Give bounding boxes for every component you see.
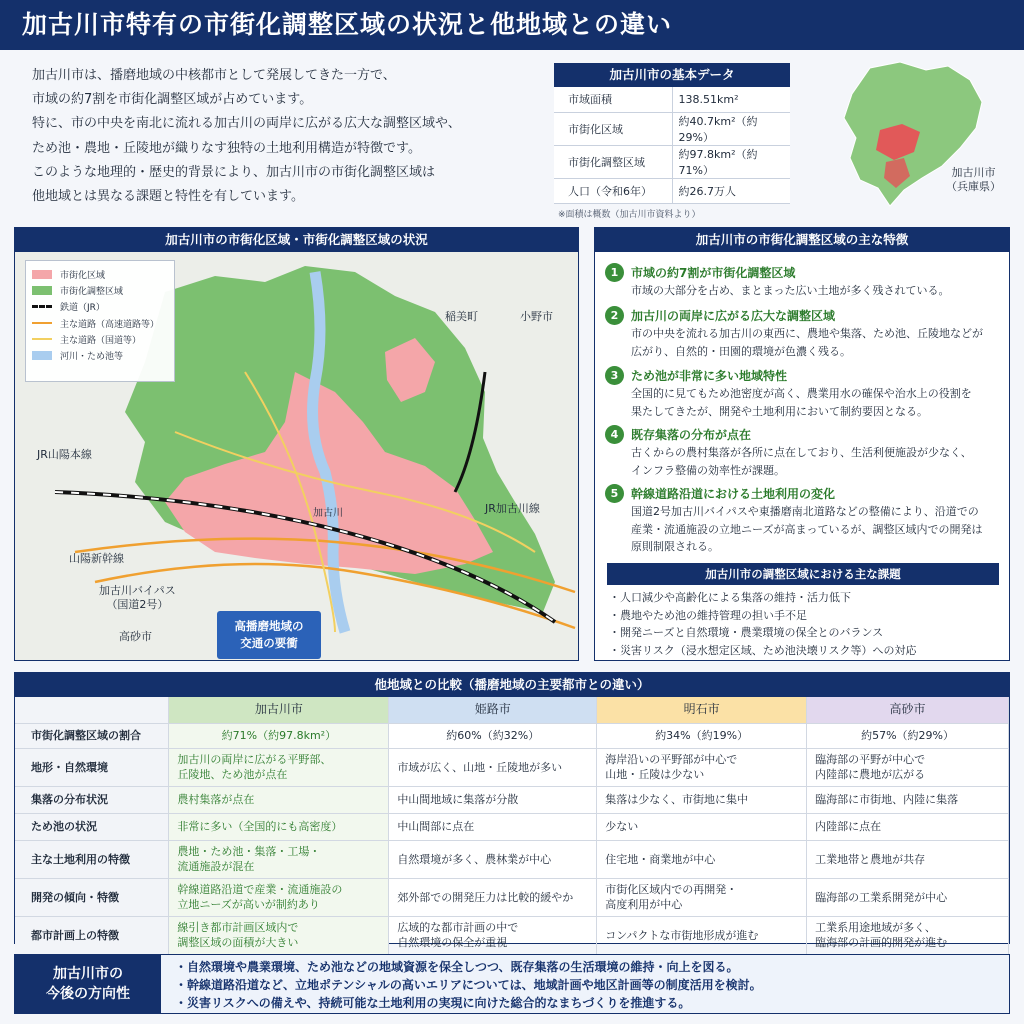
legend-label: 河川・ため池等 xyxy=(60,352,124,363)
feature-title: 加古川の両岸に広がる広大な調整区域 xyxy=(631,309,836,323)
table-cell xyxy=(169,916,389,954)
basic-data-note: ※面積は概数（加古川市資料より） xyxy=(558,209,701,220)
basic-data-title: 加古川市の基本データ xyxy=(554,63,790,87)
feature-desc-line: 果たしてきたが、開発や土地利用において制約要因となる。 xyxy=(631,404,928,418)
transport-hub-callout xyxy=(217,611,321,659)
direction-list xyxy=(175,958,762,1012)
feature-title: 既存集落の分布が点在 xyxy=(631,428,752,442)
cell-line: 約71%（約97.8km²） xyxy=(221,729,337,742)
legend-item xyxy=(32,266,168,282)
table-cell xyxy=(597,786,807,813)
feature-number-icon: 4 xyxy=(605,425,624,444)
map-label-sanyo-line: JR山陽本線 xyxy=(37,448,92,461)
feature-desc-line: 産業・流通施設の立地ニーズが高まっているが、調整区域内での開発は xyxy=(631,522,983,536)
feature-desc-line: 原則制限される。 xyxy=(631,540,719,553)
cell-line: 線引き都市計画区域内で xyxy=(177,921,299,934)
minimap-label-line: 加古川市 xyxy=(951,166,996,179)
table-cell xyxy=(807,723,1009,748)
cell-line: 自然環境の保全が重視 xyxy=(397,936,508,949)
legend-swatch xyxy=(32,270,52,279)
table-header-row xyxy=(15,697,1009,723)
table-cell xyxy=(807,840,1009,878)
list-item: ・開発ニーズと自然環境・農業環境の保全とのバランス xyxy=(609,626,884,639)
intro-line: ため池・農地・丘陵地が織りなす独特の土地利用構造が特徴です。 xyxy=(32,140,421,156)
table-cell xyxy=(389,813,597,840)
table-cell xyxy=(597,723,807,748)
cell-line: 中山間地域に集落が分散 xyxy=(397,793,519,806)
basic-value: 約40.7km²（約29%） xyxy=(672,112,790,145)
feature-desc xyxy=(631,503,982,556)
basic-label: 市街化調整区域 xyxy=(554,145,672,178)
zoning-map-panel xyxy=(14,227,579,661)
intro-line: 他地域とは異なる課題と特性を有しています。 xyxy=(32,189,304,205)
direction-label-line: 加古川市の xyxy=(53,966,123,982)
cell-line: 立地ニーズが高いが制約あり xyxy=(177,898,320,911)
cell-line: 約60%（約32%） xyxy=(446,729,540,742)
list-item: ・人口減少や高齢化による集落の維持・活力低下 xyxy=(609,591,851,604)
callout-line: 高播磨地域の xyxy=(234,619,304,633)
table-row xyxy=(554,87,790,112)
cell-line: 郊外部での開発圧力は比較的緩やか xyxy=(397,890,574,904)
feature-desc-line: 全国的に見てもため池密度が高く、農業用水の確保や治水上の役割を xyxy=(631,387,972,400)
row-label: 開発の傾向・特徴 xyxy=(15,878,169,916)
feature-desc-line: 古くからの農村集落が各所に点在しており、生活利便施設が少なく、 xyxy=(631,446,972,459)
list-item: ・自然環境や農業環境、ため池などの地域資源を保全しつつ、既存集落の生活環境の維持・向上を図る。 xyxy=(175,960,739,974)
basic-label: 人口（令和6年） xyxy=(554,178,672,203)
table-cell xyxy=(169,723,389,748)
features-title: 加古川市の市街化調整区域の主な特徴 xyxy=(595,228,1009,252)
table-cell xyxy=(597,878,807,916)
cell-line: 臨海部の平野が中心で xyxy=(815,753,926,766)
row-label: 市街化調整区域の割合 xyxy=(15,723,169,748)
cell-line: 工業地帯と農地が共存 xyxy=(815,852,926,866)
list-item: ・災害リスクへの備えや、持続可能な土地利用の実現に向けた総合的なまちづくりを推進する。 xyxy=(175,996,691,1010)
feature-title: ため池が非常に多い地域特性 xyxy=(631,369,788,383)
basic-data-box xyxy=(554,63,790,220)
cell-line: 臨海部の工業系開発が中心 xyxy=(815,890,948,904)
table-cell xyxy=(597,748,807,786)
basic-value: 138.51km² xyxy=(672,87,790,112)
legend-item xyxy=(32,315,168,331)
map-label-line: 加古川バイパス xyxy=(99,584,176,597)
map-label-ono: 小野市 xyxy=(520,310,553,323)
cell-line: 住宅地・商業地が中心 xyxy=(605,852,716,866)
table-row xyxy=(15,748,1009,786)
table-header-blank xyxy=(15,697,169,723)
table-cell xyxy=(597,840,807,878)
basic-label: 市域面積 xyxy=(554,87,672,112)
intro-line: このような地理的・歴史的背景により、加古川市の市街化調整区域は xyxy=(32,164,436,180)
direction-label-line: 今後の方向性 xyxy=(46,986,130,1002)
row-label: ため池の状況 xyxy=(15,813,169,840)
table-cell xyxy=(807,813,1009,840)
cell-line: 約57%（約29%） xyxy=(861,729,954,742)
table-cell xyxy=(807,786,1009,813)
legend-label: 主な道路（高速道路等） xyxy=(60,319,160,330)
table-row xyxy=(15,916,1009,954)
legend-item xyxy=(32,331,168,347)
legend-label: 市街化調整区域 xyxy=(60,286,124,297)
table-cell xyxy=(807,916,1009,954)
cell-line: 農地・ため池・集落・工場・ xyxy=(177,845,321,858)
basic-value: 約26.7万人 xyxy=(672,178,790,203)
row-label: 都市計画上の特徴 xyxy=(15,916,169,954)
header-bar xyxy=(0,0,1024,50)
column-header-akashi: 明石市 xyxy=(597,697,807,723)
cell-line: 調整区域の面積が大きい xyxy=(177,936,299,949)
legend-item xyxy=(32,282,168,298)
map-legend xyxy=(25,260,175,382)
table-row xyxy=(15,840,1009,878)
cell-line: 市街化区域内での再開発・ xyxy=(605,883,738,896)
legend-label: 市街化区域 xyxy=(60,270,106,281)
cell-line: 幹線道路沿道で産業・流通施設の xyxy=(177,883,343,896)
table-cell xyxy=(389,840,597,878)
feature-desc-line: 広がり、自然的・田園的環境が色濃く残る。 xyxy=(631,344,851,358)
list-item: ・災害リスク（浸水想定区域、ため池決壊リスク等）への対応 xyxy=(609,643,917,657)
table-cell xyxy=(389,748,597,786)
feature-desc xyxy=(631,282,950,300)
callout-line: 交通の要衝 xyxy=(240,636,298,650)
map-label-inami: 稲美町 xyxy=(445,310,478,323)
table-row xyxy=(554,112,790,145)
issues-list xyxy=(609,589,917,659)
feature-desc xyxy=(631,385,972,420)
legend-swatch xyxy=(32,305,52,308)
map-label-line: （国道2号） xyxy=(106,598,169,611)
feature-number-icon: 3 xyxy=(605,366,624,385)
feature-desc xyxy=(631,325,983,360)
future-direction-panel xyxy=(14,954,1010,1014)
comparison-title: 他地域との比較（播磨地域の主要都市との違い） xyxy=(15,673,1009,697)
minimap-label xyxy=(946,166,1001,194)
basic-value: 約97.8km²（約71%） xyxy=(672,145,790,178)
intro-line: 特に、市の中央を南北に流れる加古川の両岸に広がる広大な調整区域や、 xyxy=(32,116,461,132)
map-label-takasago: 高砂市 xyxy=(119,630,152,643)
cell-line: 高度利用が中心 xyxy=(605,898,683,911)
legend-swatch xyxy=(32,351,52,360)
cell-line: 自然環境が多く、農林業が中心 xyxy=(397,852,552,866)
column-header-takasago: 高砂市 xyxy=(807,697,1009,723)
table-cell xyxy=(169,813,389,840)
list-item: ・幹線道路沿道など、立地ポテンシャルの高いエリアについては、地域計画や地区計画等の制度活用を検討。 xyxy=(175,978,762,992)
map-label-kakogawa-line: JR加古川線 xyxy=(485,502,540,515)
table-row xyxy=(554,178,790,203)
cell-line: 海岸沿いの平野部が中心で xyxy=(605,753,738,766)
column-header-kakogawa: 加古川市 xyxy=(169,697,389,723)
feature-desc-line: 市の中央を流れる加古川の東西に、農地や集落、ため池、丘陵地などが xyxy=(631,327,983,340)
comparison-panel xyxy=(14,672,1010,949)
cell-line: 内陸部に点在 xyxy=(815,820,882,833)
comparison-table xyxy=(15,697,1009,955)
legend-swatch xyxy=(32,322,52,324)
table-cell xyxy=(169,748,389,786)
intro-line: 市域の約7割を市街化調整区域が占めています。 xyxy=(32,92,313,108)
minimap-label-line: （兵庫県） xyxy=(946,180,1001,193)
features-panel xyxy=(594,227,1010,661)
feature-title: 幹線道路沿道における土地利用の変化 xyxy=(631,487,836,501)
feature-number-icon: 2 xyxy=(605,306,624,325)
table-cell xyxy=(389,786,597,813)
table-cell xyxy=(389,878,597,916)
legend-label: 主な道路（国道等） xyxy=(60,335,142,346)
basic-label: 市街化区域 xyxy=(554,112,672,145)
column-header-himeji: 姫路市 xyxy=(389,697,597,723)
feature-number-icon: 5 xyxy=(605,484,624,503)
feature-desc-line: 国道2号加古川バイパスや東播磨南北道路などの整備により、沿道での xyxy=(631,505,979,518)
table-row xyxy=(15,723,1009,748)
map-label-bypass xyxy=(99,584,176,612)
table-row xyxy=(554,145,790,178)
table-cell xyxy=(597,813,807,840)
cell-line: 約34%（約19%） xyxy=(655,729,749,742)
table-row xyxy=(15,786,1009,813)
feature-number-icon: 1 xyxy=(605,263,624,282)
cell-line: 流通施設が混在 xyxy=(177,860,255,873)
issues-title: 加古川市の調整区域における主な課題 xyxy=(607,563,999,585)
cell-line: 臨海部の計画的開発が進む xyxy=(815,936,948,949)
row-label: 地形・自然環境 xyxy=(15,748,169,786)
feature-desc xyxy=(631,444,972,479)
basic-data-table xyxy=(554,87,790,204)
table-row xyxy=(15,878,1009,916)
table-cell xyxy=(597,916,807,954)
intro-text xyxy=(32,64,532,209)
table-cell xyxy=(169,878,389,916)
table-row xyxy=(15,813,1009,840)
feature-title: 市域の約7割が市街化調整区域 xyxy=(631,266,796,280)
legend-swatch xyxy=(32,338,52,340)
cell-line: 広域的な都市計画の中で xyxy=(397,921,519,934)
map-label-shinkansen: 山陽新幹線 xyxy=(69,552,124,565)
map-label-river: 加古川 xyxy=(313,508,343,519)
direction-label xyxy=(15,955,161,1013)
cell-line: コンパクトな市街地形成が進む xyxy=(605,928,759,942)
cell-line: 山地・丘陵は少ない xyxy=(605,768,705,781)
cell-line: 少ない xyxy=(605,820,639,833)
cell-line: 市域が広く、山地・丘陵地が多い xyxy=(397,760,563,774)
cell-line: 内陸部に農地が広がる xyxy=(815,768,926,781)
page-title: 加古川市特有の市街化調整区域の状況と他地域との違い xyxy=(22,10,673,39)
intro-line: 加古川市は、播磨地域の中核都市として発展してきた一方で、 xyxy=(32,68,396,83)
cell-line: 非常に多い（全国的にも高密度） xyxy=(177,820,343,833)
table-cell xyxy=(169,840,389,878)
table-cell xyxy=(389,916,597,954)
cell-line: 丘陵地、ため池が点在 xyxy=(177,768,288,781)
table-cell xyxy=(389,723,597,748)
cell-line: 中山間部に点在 xyxy=(397,820,475,833)
table-cell xyxy=(807,748,1009,786)
legend-swatch xyxy=(32,286,52,295)
cell-line: 工業系用途地域が多く、 xyxy=(815,921,936,934)
table-cell xyxy=(807,878,1009,916)
row-label: 集落の分布状況 xyxy=(15,786,169,813)
feature-desc-line: インフラ整備の効率性が課題。 xyxy=(631,463,785,477)
legend-item xyxy=(32,347,168,363)
cell-line: 加古川の両岸に広がる平野部、 xyxy=(177,753,332,766)
legend-label: 鉄道（JR） xyxy=(60,303,105,314)
hyogo-map-icon xyxy=(830,58,1010,218)
row-label: 主な土地利用の特徴 xyxy=(15,840,169,878)
map-title: 加古川市の市街化区域・市街化調整区域の状況 xyxy=(15,228,578,252)
location-minimap xyxy=(830,58,1010,218)
table-cell xyxy=(169,786,389,813)
cell-line: 集落は少なく、市街地に集中 xyxy=(605,793,748,806)
list-item: ・農地やため池の維持管理の担い手不足 xyxy=(609,608,807,622)
cell-line: 農村集落が点在 xyxy=(177,793,255,806)
cell-line: 臨海部に市街地、内陸に集落 xyxy=(815,793,959,806)
legend-item xyxy=(32,299,168,315)
feature-desc-line: 市域の大部分を占め、まとまった広い土地が多く残されている。 xyxy=(631,284,950,297)
